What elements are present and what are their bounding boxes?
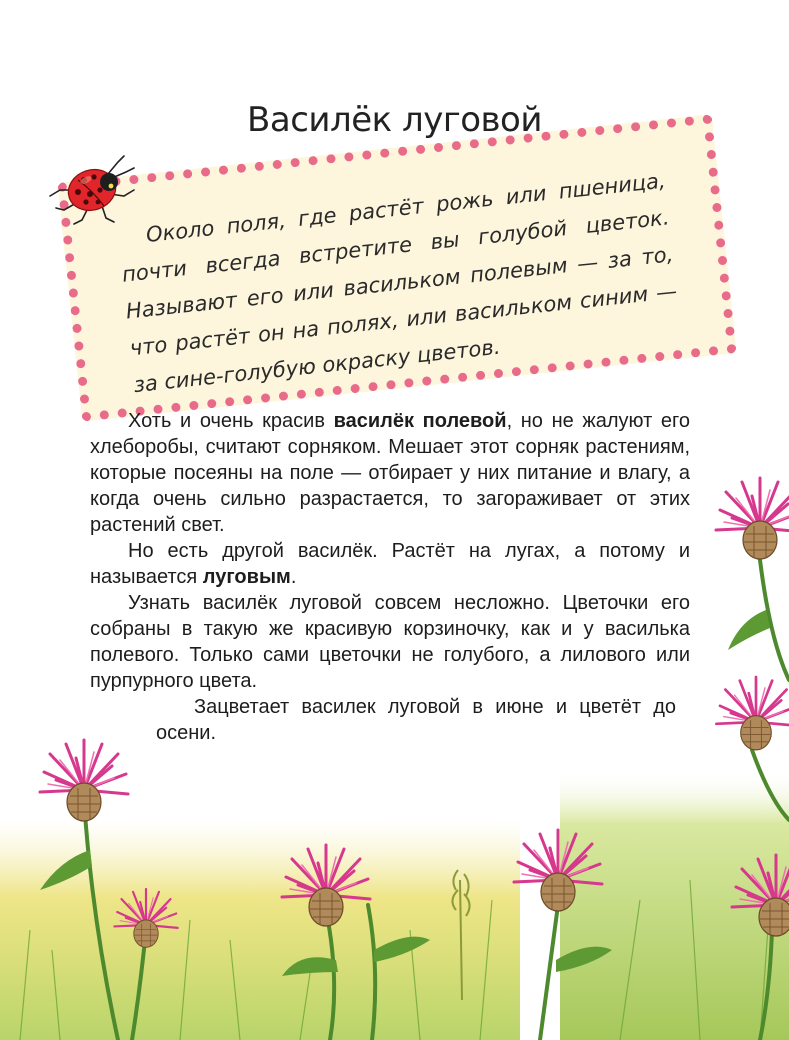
paragraph-1: [90, 408, 690, 538]
paragraph-4: Зацветает василек луговой в июне и цветёт до осени.: [156, 696, 676, 744]
intro-callout: [57, 114, 736, 421]
paragraph-3: Узнать василёк луговой совсем несложно. Цветочки его собраны в такую же красивую корзиночку, как и у василька полевого. Только сами цветочки не голубого, а лилового или пурпурного цвета.: [90, 592, 690, 692]
intro-text: Около поля, где растёт рожь или пшеница, почти всегда встретите вы голубой цветок. Называют его или васильком полевым — за то, что растёт он на полях, или васильком синим — за сине-голубую окраску цветов.: [120, 168, 679, 398]
term-field-cornflower: василёк полевой: [333, 410, 507, 432]
paragraph-2-end: .: [290, 566, 297, 588]
paragraph-2: [90, 538, 690, 590]
term-meadow: луговым: [202, 566, 291, 588]
page-title: Василёк луговой: [247, 100, 542, 140]
paragraph-1-end: , но не жалуют его хлеборобы, считают сорняком. Мешает этот сорняк растениям, которые посеяны на поле — отбирает у них питание и влагу, а когда очень сильно разрастается, то загораживает от этих растений свет.: [90, 410, 691, 536]
paragraph-2-start: Но есть другой василёк. Растёт на лугах, а потому и называется: [90, 540, 690, 588]
paragraph-1-start: Хоть и очень красив: [128, 410, 334, 432]
body-text: [90, 408, 690, 746]
ladybug-illustration: [48, 150, 140, 226]
intro-box: [57, 114, 736, 421]
